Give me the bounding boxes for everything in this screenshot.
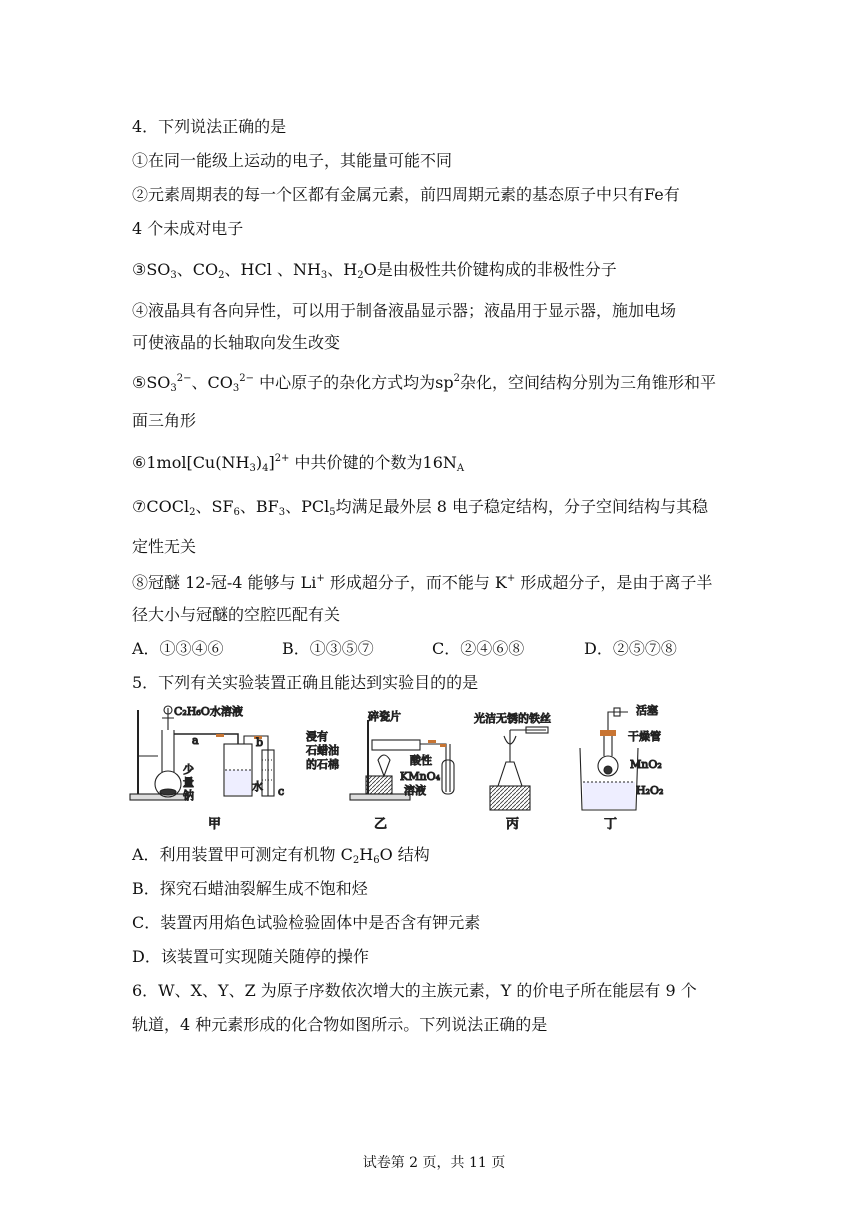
sub: 5: [329, 507, 336, 518]
q4-statement-8a: [132, 570, 712, 593]
sub: 6: [373, 855, 380, 866]
s6-part: ]: [268, 453, 275, 472]
q4-statement-5b: 面三角形: [132, 411, 197, 430]
s5-part: 中心原子的杂化方式均为sp: [254, 373, 454, 392]
yi-label-2: 石蜡油: [306, 744, 339, 757]
sub: A: [456, 463, 465, 474]
s7-part: 均满足最外层 8 电子稳定结构，分子空间结构与其稳: [335, 497, 709, 516]
q4-statement-4b: 可使液晶的长轴取向发生改变: [132, 333, 341, 352]
q4-option-b: B．①③⑤⑦: [282, 639, 374, 658]
caption-yi: 乙: [374, 817, 388, 832]
sup: +: [506, 573, 516, 584]
s3-part: 、CO: [176, 260, 219, 279]
q4-option-a: A．①③④⑥: [132, 639, 224, 658]
sub: 3: [249, 463, 256, 474]
ding-mno2-label: MnO₂: [630, 758, 662, 771]
sub: 2: [218, 270, 225, 281]
sup: 2+: [274, 453, 290, 464]
q5-stem: 5．下列有关实验装置正确且能达到实验目的的是: [132, 673, 479, 692]
sub: 2: [189, 507, 196, 518]
caption-jia: 甲: [208, 817, 222, 832]
q5-option-d: D．该装置可实现随关随停的操作: [132, 947, 369, 966]
s6-part: 中共价键的个数为16N: [289, 453, 457, 472]
sub: 4: [262, 463, 269, 474]
s8-part: 形成超分子，是由于离子半: [515, 573, 713, 592]
jia-b-label: b: [256, 736, 264, 749]
jia-na-label-1: 少: [183, 763, 194, 776]
q4-statement-7a: [132, 494, 708, 518]
sup: +: [316, 573, 325, 584]
q4-statement-6: [132, 450, 464, 474]
jia-c-label: c: [278, 785, 285, 798]
sub: 3: [278, 507, 286, 518]
s8-part: ⑧冠醚 12-冠-4 能够与 Li: [132, 573, 317, 592]
q5-option-b: B．探究石蜡油裂解生成不饱和烃: [132, 879, 368, 898]
q4-statement-3: [132, 257, 617, 281]
q4-statement-2a: ②元素周期表的每一个区都有金属元素，前四周期元素的基态原子中只有Fe有: [132, 185, 680, 204]
q4-options: [132, 636, 677, 659]
apparatus-figure: [128, 700, 738, 835]
sup: 2: [453, 373, 460, 384]
yi-label-1: 浸有: [306, 730, 328, 743]
q4-stem: 4．下列说法正确的是: [132, 117, 287, 136]
page-footer: 试卷第 2 页，共 11 页: [362, 1155, 506, 1171]
q6-stem-line2: 轨道，4 种元素形成的化合物如图所示。下列说法正确的是: [132, 1015, 548, 1034]
caption-ding: 丁: [604, 817, 618, 832]
q5-option-a: [132, 842, 430, 866]
q4-statement-7b: 定性无关: [132, 537, 197, 556]
sub: 3: [170, 383, 177, 394]
sub: 2: [357, 270, 364, 281]
ding-tube-label: 干燥管: [628, 730, 661, 743]
caption-bing: 丙: [506, 817, 520, 832]
s3-part: 、H: [327, 260, 358, 279]
s5-part: 杂化，空间结构分别为三角锥形和平: [459, 373, 716, 392]
s6-part: ): [255, 453, 263, 472]
s7-part: 、BF: [239, 497, 279, 516]
q4-statement-8b: 径大小与冠醚的空腔匹配有关: [132, 605, 341, 624]
ding-h2o2-label: H₂O₂: [636, 784, 664, 797]
q4-statement-2b: 4 个未成对电子: [132, 219, 244, 238]
s7-part: ⑦COCl: [132, 497, 190, 516]
q4-statement-5a: [132, 370, 716, 394]
jia-reagent-label: C₂H₆O水溶液: [174, 705, 243, 718]
bing-wire-label: 光洁无锈的铁丝: [474, 712, 551, 725]
s5-part: 、CO: [191, 373, 233, 392]
sub: 3: [170, 270, 177, 281]
yi-chip-label: 碎瓷片: [368, 710, 401, 723]
s3-part: ③SO: [132, 260, 171, 279]
q4-option-d: D．②⑤⑦⑧: [584, 639, 677, 658]
s8-part: 形成超分子，而不能与 K: [324, 573, 507, 592]
s7-part: 、PCl: [285, 497, 330, 516]
s6-part: ⑥1mol[Cu(NH: [132, 453, 250, 472]
q4-statement-4a: ④液晶具有各向异性，可以用于制备液晶显示器；液晶用于显示器，施加电场: [132, 301, 677, 320]
q5-opt-a-part: A．利用装置甲可测定有机物 C: [132, 845, 353, 864]
s3-part: O是由极性共价键构成的非极性分子: [363, 260, 617, 279]
q6-stem-line1: 6．W、X、Y、Z 为原子序数依次增大的主族元素，Y 的价电子所在能层有 9 个: [132, 981, 697, 1000]
jia-na-label-3: 钠: [183, 789, 194, 802]
s7-part: 、SF: [195, 497, 234, 516]
apparatus-bing: [490, 727, 548, 810]
sup: 2−: [176, 373, 192, 384]
jia-water-label: 水: [252, 780, 263, 793]
jia-na-label-2: 量: [183, 776, 194, 789]
yi-kmno4-label-2: KMnO₄: [400, 770, 440, 783]
apparatus-yi: [350, 720, 454, 800]
ding-stopcock-label: 活塞: [636, 704, 658, 717]
q5-opt-a-part: H: [359, 845, 374, 864]
q5-opt-a-part: O 结构: [379, 845, 430, 864]
s5-part: ⑤SO: [132, 373, 171, 392]
yi-label-3: 的石棉: [306, 758, 339, 771]
s3-part: 、HCl 、NH: [224, 260, 321, 279]
sub: 2: [352, 855, 360, 866]
sub: 3: [320, 270, 328, 281]
sub: 3: [232, 383, 240, 394]
q4-statement-1: ①在同一能级上运动的电子，其能量可能不同: [132, 151, 453, 170]
sup: 2−: [239, 373, 255, 384]
jia-a-label: a: [192, 734, 199, 747]
yi-kmno4-label-1: 酸性: [410, 754, 432, 767]
sub: 6: [233, 507, 240, 518]
q5-option-c: C．装置丙用焰色试验检验固体中是否含有钾元素: [132, 913, 481, 932]
yi-kmno4-label-3: 溶液: [404, 784, 426, 797]
q4-option-c: C．②④⑥⑧: [432, 639, 525, 658]
